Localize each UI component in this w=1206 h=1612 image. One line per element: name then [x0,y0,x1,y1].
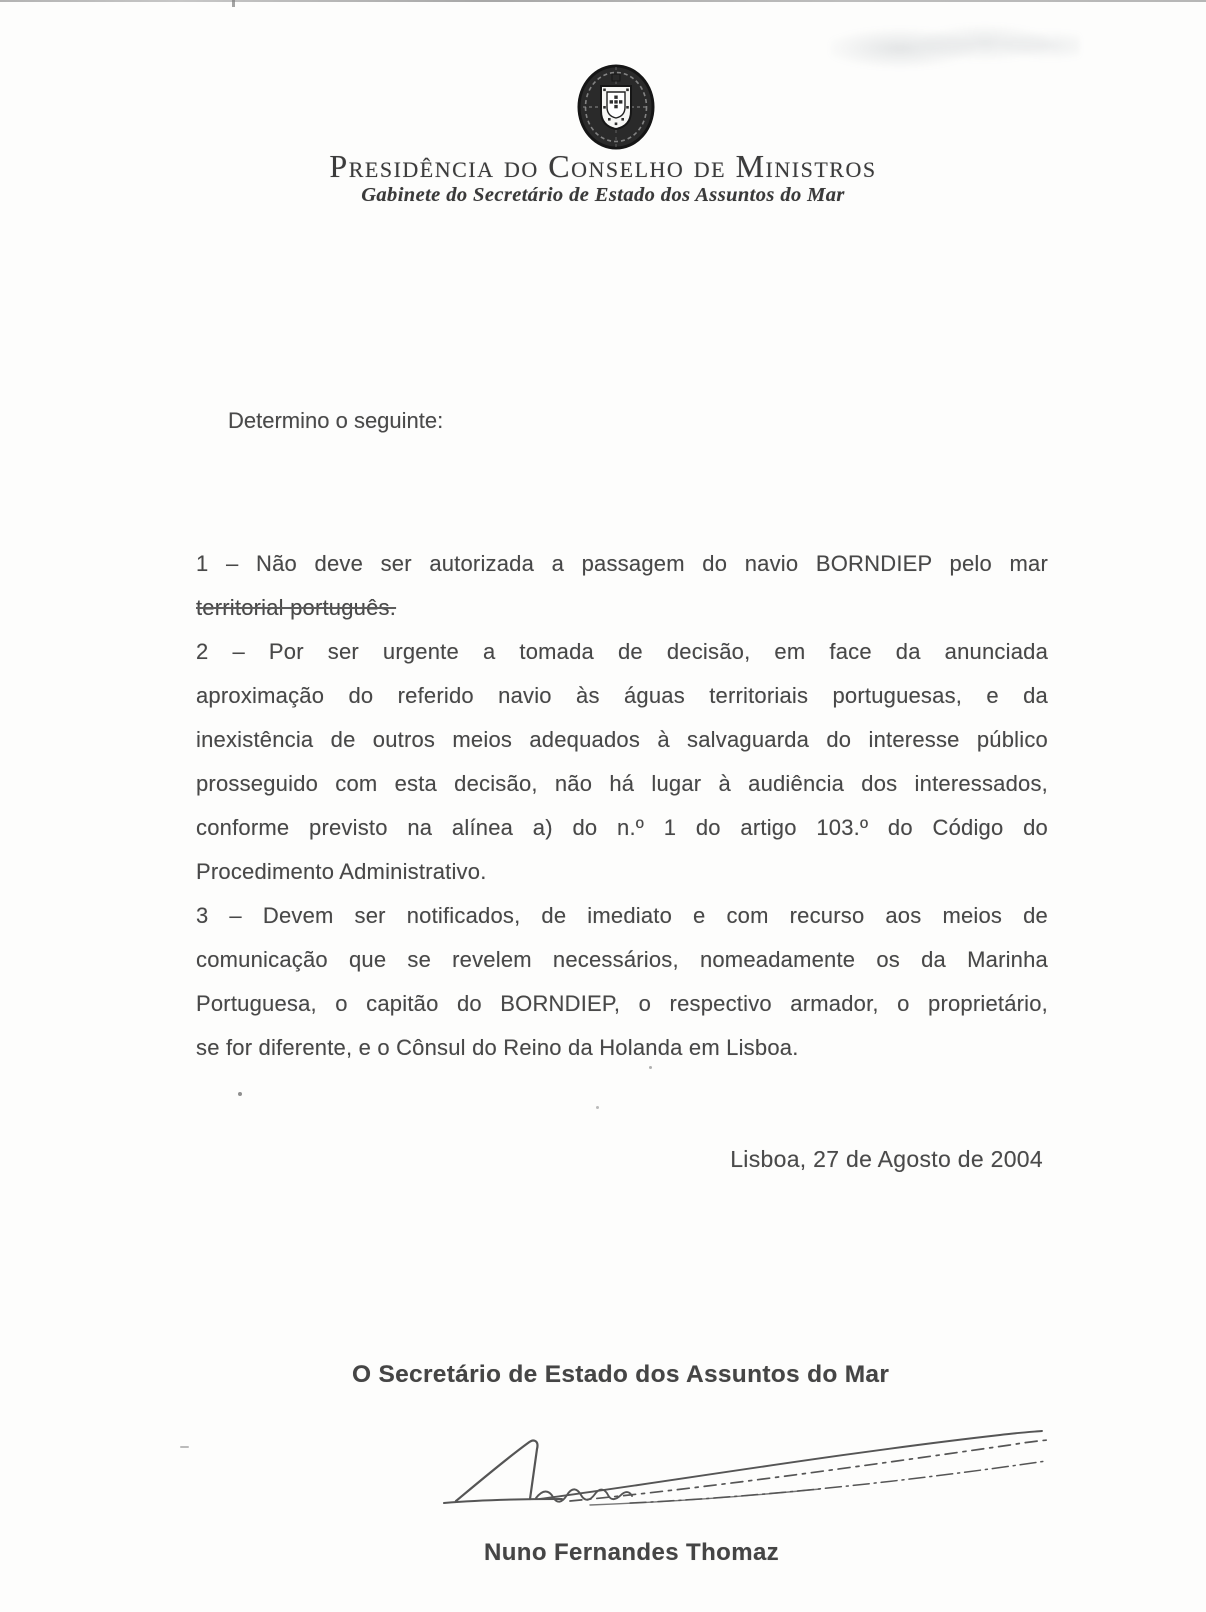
body-line: comunicação que se revelem necessários, nomeadamente os da Marinha [196,947,1048,972]
handwritten-signature-icon [440,1412,1060,1521]
scan-speck [238,1092,242,1096]
body-line: prosseguido com esta decisão, não há lugar à audiência dos interessados, [196,771,1048,796]
body-line: aproximação do referido navio às águas territoriais portuguesas, e da [196,683,1048,708]
body-line: conforme previsto na alínea a) do n.º 1 do artigo 103.º do Código do [196,815,1048,840]
scan-edge-line [0,0,1206,2]
body-line: Procedimento Administrativo. [196,859,487,884]
body-line: 1 – Não deve ser autorizada a passagem do navio BORNDIEP pelo mar [196,551,1048,576]
signer-role-line: O Secretário de Estado dos Assuntos do Mar [352,1361,890,1388]
scan-speck [596,1106,599,1109]
body-line: 2 – Por ser urgente a tomada de decisão, em face da anunciada [196,639,1048,664]
body-line: territorial português. [196,595,397,620]
body-line: se for diferente, e o Cônsul do Reino da Holanda em Lisboa. [196,1035,799,1060]
body-line: Portuguesa, o capitão do BORNDIEP, o respectivo armador, o proprietário, [196,991,1048,1016]
scan-smudge [830,18,1080,73]
signer-name: Nuno Fernandes Thomaz [484,1539,780,1566]
body-line: 3 – Devem ser notificados, de imediato e com recurso aos meios de [196,903,1048,928]
intro-line: Determino o seguinte: [228,408,444,433]
scan-tick-mark [232,0,235,7]
portuguese-coat-of-arms-icon [575,62,657,159]
body-paragraphs [196,542,1048,1070]
organization-subtitle: Gabinete do Secretário de Estado dos Assuntos do Mar [361,184,845,206]
scan-speck [180,1446,189,1448]
date-place-line: Lisboa, 27 de Agosto de 2004 [730,1146,1043,1172]
body-line: inexistência de outros meios adequados à salvaguarda do interesse público [196,727,1048,752]
organization-title: Presidência do Conselho de Ministros [329,148,877,184]
